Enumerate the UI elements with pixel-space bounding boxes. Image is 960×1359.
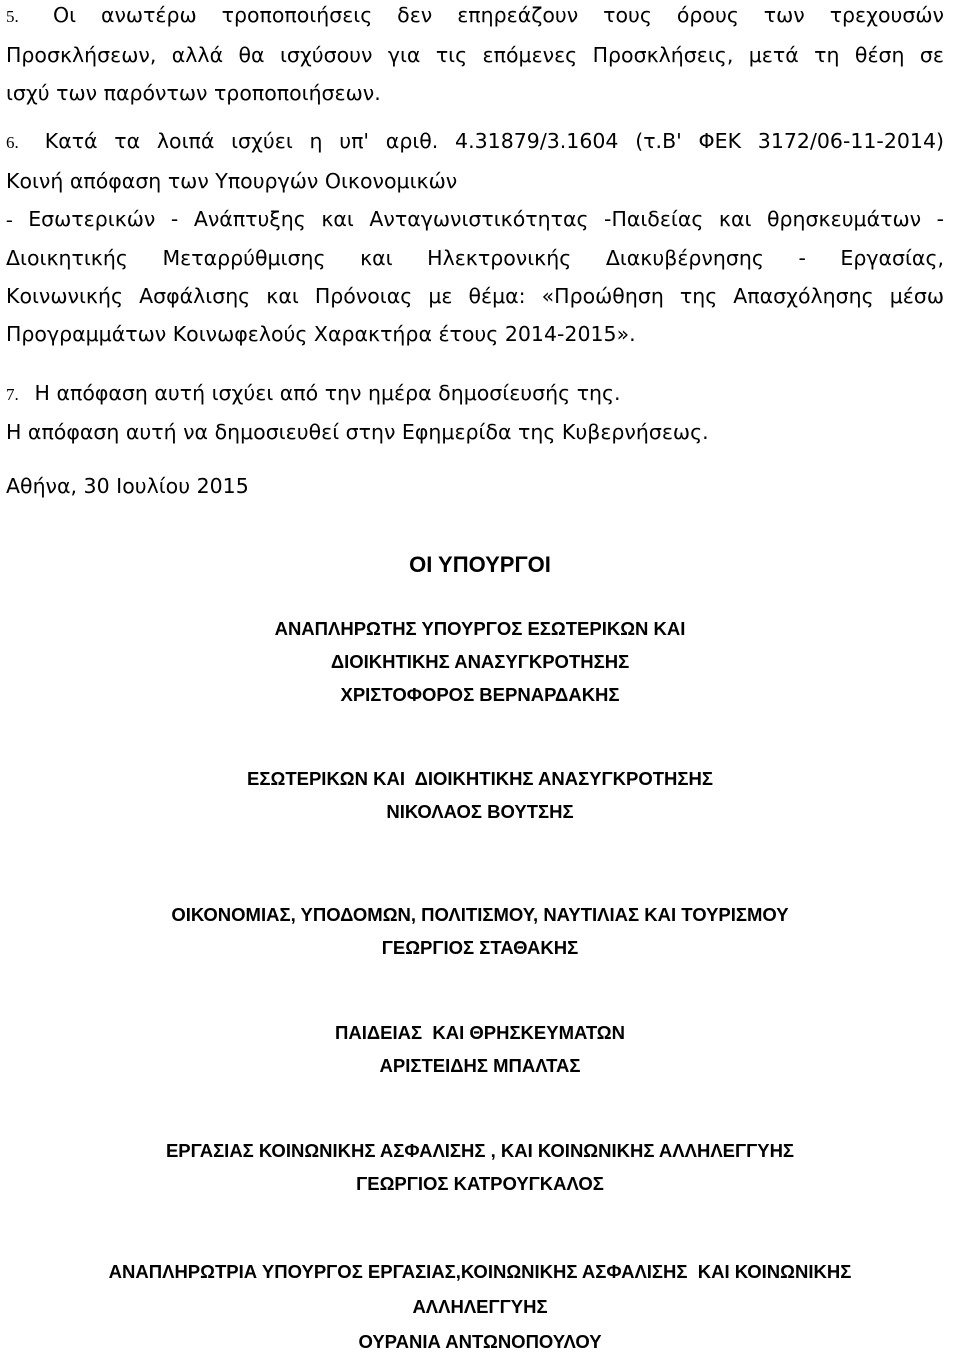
signature-block-1 xyxy=(0,612,960,711)
signature-block-2-line-2: ΝΙΚΟΛΑΟΣ ΒΟΥΤΣΗΣ xyxy=(386,801,574,822)
paragraph-7-number: 7. xyxy=(6,385,19,404)
paragraph-7-line-1 xyxy=(0,374,949,414)
signature-block-3-line-2: ΓΕΩΡΓΙΟΣ ΣΤΑΘΑΚΗΣ xyxy=(381,937,579,958)
paragraph-5-line-1 xyxy=(0,0,949,36)
publication-note xyxy=(0,413,949,451)
signature-block-4 xyxy=(0,1016,960,1082)
paragraph-6-line-1 xyxy=(0,122,949,162)
signature-block-5 xyxy=(0,1134,960,1200)
signature-block-5-line-1: ΕΡΓΑΣΙΑΣ ΚΟΙΝΩΝΙΚΗΣ ΑΣΦΑΛΙΣΗΣ , ΚΑΙ ΚΟΙΝΩΝΙΚΗΣ ΑΛΛΗΛΕΓΓΥΗΣ xyxy=(165,1140,795,1161)
signature-block-1-line-1: ΑΝΑΠΛΗΡΩΤΗΣ ΥΠΟΥΡΓΟΣ ΕΣΩΤΕΡΙΚΩΝ ΚΑΙ xyxy=(274,618,686,639)
paragraph-5-text-1: Οι ανωτέρω τροποποιήσεις δεν επηρεάζουν τους όρους των τρεχουσών xyxy=(52,3,944,27)
signature-block-6-line-3: ΟΥΡΑΝΙΑ ΑΝΤΩΝΟΠΟΥΛΟΥ xyxy=(358,1331,602,1352)
signatures-heading: ΟΙ ΥΠΟΥΡΓΟΙ xyxy=(409,552,551,577)
paragraph-6-line-2: Κοινή απόφαση των Υπουργών Οικονομικών xyxy=(6,169,458,193)
paragraph-6-number: 6. xyxy=(6,133,19,152)
signature-block-3-line-1: ΟΙΚΟΝΟΜΙΑΣ, ΥΠΟΔΟΜΩΝ, ΠΟΛΙΤΙΣΜΟΥ, ΝΑΥΤΙΛΙΑΣ ΚΑΙ ΤΟΥΡΙΣΜΟΥ xyxy=(171,904,789,925)
paragraph-6-line-3 xyxy=(0,200,949,239)
paragraph-6-line-4: Διοικητικής Μεταρρύθμισης και Ηλεκτρονικής Διακυβέρνησης - Εργασίας, xyxy=(6,246,944,270)
paragraph-6-line-6: Προγραμμάτων Κοινωφελούς Χαρακτήρα έτους 2014-2015». xyxy=(6,322,636,346)
paragraph-7-text-1: Η απόφαση αυτή ισχύει από την ημέρα δημοσίευσής της. xyxy=(34,381,621,405)
signature-block-2 xyxy=(0,762,960,828)
paragraph-7 xyxy=(0,374,949,414)
signature-block-1-line-3: ΧΡΙΣΤΟΦΟΡΟΣ ΒΕΡΝΑΡΔΑΚΗΣ xyxy=(340,684,620,705)
paragraph-6-text-3: Εσωτερικών - Ανάπτυξης και Ανταγωνιστικότητας -Παιδείας και θρησκευμάτων - xyxy=(28,207,944,231)
paragraph-5 xyxy=(0,0,949,112)
signature-block-3 xyxy=(0,898,960,964)
signature-block-4-line-1: ΠΑΙΔΕΙΑΣ ΚΑΙ ΘΡΗΣΚΕΥΜΑΤΩΝ xyxy=(334,1022,625,1043)
signature-block-6 xyxy=(0,1254,960,1359)
signature-block-4-line-2: ΑΡΙΣΤΕΙΔΗΣ ΜΠΑΛΤΑΣ xyxy=(379,1055,581,1076)
signature-block-1-line-2: ΔΙΟΙΚΗΤΙΚΗΣ ΑΝΑΣΥΓΚΡΟΤΗΣΗΣ xyxy=(330,651,630,672)
paragraph-6-line-5: Κοινωνικής Ασφάλισης και Πρόνοιας με θέμα: «Προώθηση της Απασχόλησης μέσω xyxy=(6,284,944,308)
date-text: Αθήνα, 30 Ιουλίου 2015 xyxy=(6,474,249,498)
publication-text: Η απόφαση αυτή να δημοσιευθεί στην Εφημερίδα της Κυβερνήσεως. xyxy=(6,420,709,444)
paragraph-6-dash: - xyxy=(6,209,13,231)
paragraph-6-text-1: Κατά τα λοιπά ισχύει η υπ' αριθ. 4.31879/3.1604 (τ.Β' ΦΕΚ 3172/06-11-2014) xyxy=(44,129,944,153)
paragraph-5-number: 5. xyxy=(6,7,19,26)
paragraph-5-line-3: ισχύ των παρόντων τροποποιήσεων. xyxy=(6,81,381,105)
signature-block-6-line-2: ΑΛΛΗΛΕΓΓΥΗΣ xyxy=(412,1296,548,1317)
paragraph-5-line-2: Προσκλήσεων, αλλά θα ισχύσουν για τις επόμενες Προσκλήσεις, μετά τη θέση σε xyxy=(6,43,944,67)
signature-block-5-line-2: ΓΕΩΡΓΙΟΣ ΚΑΤΡΟΥΓΚΑΛΟΣ xyxy=(356,1173,604,1194)
signature-block-2-line-1: ΕΣΩΤΕΡΙΚΩΝ ΚΑΙ ΔΙΟΙΚΗΤΙΚΗΣ ΑΝΑΣΥΓΚΡΟΤΗΣΗΣ xyxy=(247,768,713,789)
signature-block-6-line-1: ΑΝΑΠΛΗΡΩΤΡΙΑ ΥΠΟΥΡΓΟΣ ΕΡΓΑΣΙΑΣ,ΚΟΙΝΩΝΙΚΗΣ ΑΣΦΑΛΙΣΗΣ ΚΑΙ ΚΟΙΝΩΝΙΚΗΣ xyxy=(108,1261,852,1282)
paragraph-6 xyxy=(0,122,949,353)
date-line xyxy=(0,467,949,505)
